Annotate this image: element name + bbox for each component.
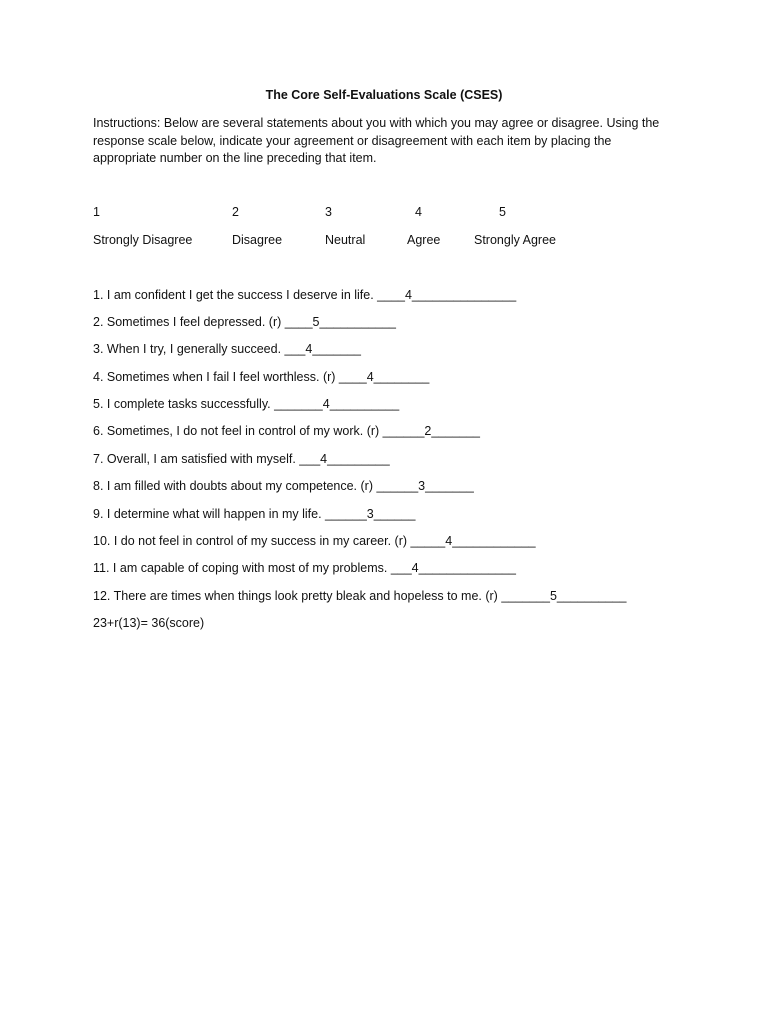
item-5: 5. I complete tasks successfully. _______4__________ (93, 397, 400, 411)
item-11: 11. I am capable of coping with most of my problems. ___4______________ (93, 561, 516, 575)
scale-label-5: Strongly Agree (474, 233, 556, 247)
scale-label-1: Strongly Disagree (93, 233, 193, 247)
item-2: 2. Sometimes I feel depressed. (r) ____5___________ (93, 315, 396, 329)
item-1: 1. I am confident I get the success I deserve in life. ____4_______________ (93, 288, 517, 302)
scale-number-2: 2 (232, 205, 239, 219)
instructions-paragraph: Instructions: Below are several statements about you with which you may agree or disagree. Using the response scale below, indicate your agreement or disagreement with each item by placing the appropriate number on the line preceding that item. (93, 116, 660, 165)
scale-number-4: 4 (415, 205, 422, 219)
scale-label-2: Disagree (232, 233, 283, 247)
item-10: 10. I do not feel in control of my success in my career. (r) _____4____________ (93, 534, 536, 548)
item-6: 6. Sometimes, I do not feel in control of my work. (r) ______2_______ (93, 424, 481, 438)
item-7: 7. Overall, I am satisfied with myself. ___4_________ (93, 452, 390, 466)
item-3: 3. When I try, I generally succeed. ___4_______ (93, 342, 361, 356)
item-12: 12. There are times when things look pretty bleak and hopeless to me. (r) _______5__________ (93, 589, 627, 603)
item-4: 4. Sometimes when I fail I feel worthless. (r) ____4________ (93, 370, 430, 384)
scale-number-5: 5 (499, 205, 506, 219)
item-8: 8. I am filled with doubts about my competence. (r) ______3_______ (93, 479, 474, 493)
scale-number-1: 1 (93, 205, 100, 219)
scale-number-3: 3 (325, 205, 332, 219)
document-title: The Core Self-Evaluations Scale (CSES) (265, 88, 503, 102)
scale-label-3: Neutral (325, 233, 366, 247)
scale-label-4: Agree (407, 233, 441, 247)
item-9: 9. I determine what will happen in my life. ______3______ (93, 507, 416, 521)
score-line: 23+r(13)= 36(score) (93, 616, 205, 630)
